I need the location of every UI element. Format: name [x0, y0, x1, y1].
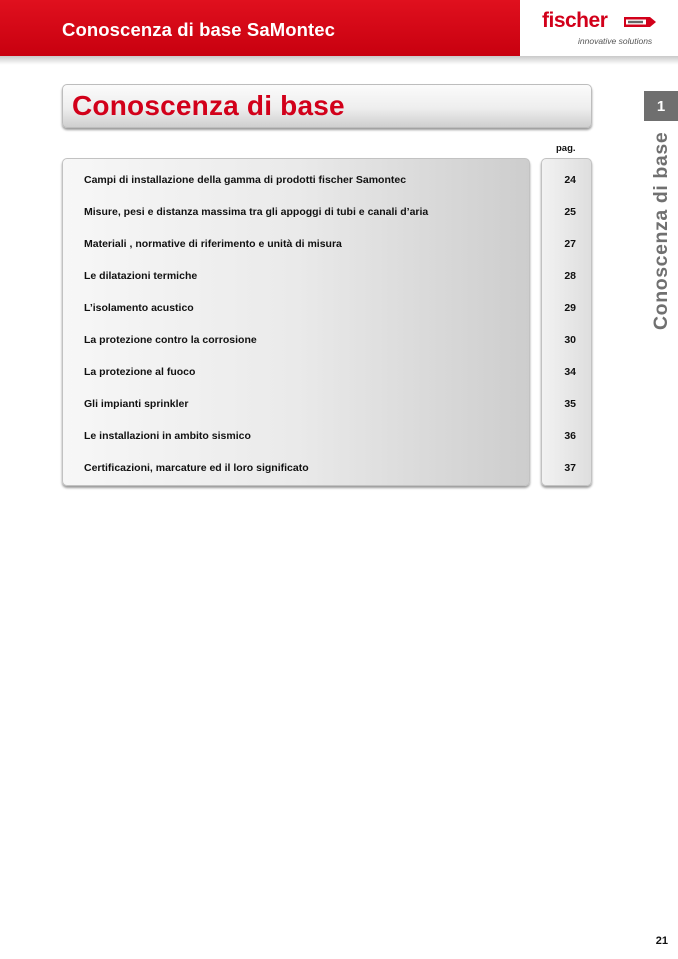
toc-entry[interactable]: [84, 302, 584, 318]
page-title: Conoscenza di base: [72, 90, 345, 121]
toc-entry-page[interactable]: 29: [564, 302, 576, 314]
toc-entry-page[interactable]: 28: [564, 270, 576, 282]
toc-entry-label[interactable]: Le installazioni in ambito sismico: [84, 430, 251, 442]
toc-entry-label[interactable]: La protezione contro la corrosione: [84, 334, 257, 346]
toc-entry-label[interactable]: La protezione al fuoco: [84, 366, 196, 378]
chapter-tab-label: Conoscenza di base: [650, 131, 672, 330]
toc-entry[interactable]: [84, 334, 584, 350]
toc-entry-page[interactable]: 35: [564, 398, 576, 410]
toc-entry-label[interactable]: Gli impianti sprinkler: [84, 398, 189, 410]
toc-entry-label[interactable]: L’isolamento acustico: [84, 302, 194, 314]
page-column-header: pag.: [556, 143, 576, 154]
header-title: Conoscenza di base SaMontec: [62, 19, 336, 40]
brand-logo: [520, 0, 678, 56]
brand-name: fischer: [542, 9, 608, 32]
toc-entry-label[interactable]: Misure, pesi e distanza massima tra gli appoggi di tubi e canali d’aria: [84, 206, 429, 218]
toc-entry[interactable]: [84, 398, 584, 414]
toc-entry-label[interactable]: Materiali , normative di riferimento e unità di misura: [84, 238, 342, 250]
toc-entry-page[interactable]: 37: [564, 462, 576, 474]
fischer-plug-icon: [624, 16, 656, 28]
chapter-side-tab[interactable]: [650, 130, 672, 330]
chapter-number-tab[interactable]: 1: [644, 91, 678, 121]
page-number: 21: [655, 935, 668, 947]
toc-entry[interactable]: [84, 238, 584, 254]
toc-entry-label[interactable]: Campi di installazione della gamma di prodotti fischer Samontec: [84, 174, 407, 186]
toc-entry[interactable]: [84, 174, 584, 190]
toc-entry[interactable]: [84, 462, 584, 478]
toc-entry-page[interactable]: 36: [564, 430, 576, 442]
toc-entry-page[interactable]: 27: [564, 238, 576, 250]
toc-entry-page[interactable]: 30: [564, 334, 576, 346]
page-title-box: [62, 84, 592, 128]
toc-entry-page[interactable]: 25: [564, 206, 576, 218]
toc-entry[interactable]: [84, 366, 584, 382]
toc-entry-page[interactable]: 34: [564, 366, 576, 378]
toc-entry-label[interactable]: Certificazioni, marcature ed il loro significato: [84, 462, 309, 474]
header-bar: [0, 0, 520, 56]
toc-entry[interactable]: [84, 430, 584, 446]
toc-entry-page[interactable]: 24: [564, 174, 576, 186]
toc-entry[interactable]: [84, 206, 584, 222]
toc-entry[interactable]: [84, 270, 584, 286]
brand-tagline: innovative solutions: [578, 36, 653, 46]
header-shadow: [0, 56, 678, 65]
toc-entry-label[interactable]: Le dilatazioni termiche: [84, 270, 198, 282]
